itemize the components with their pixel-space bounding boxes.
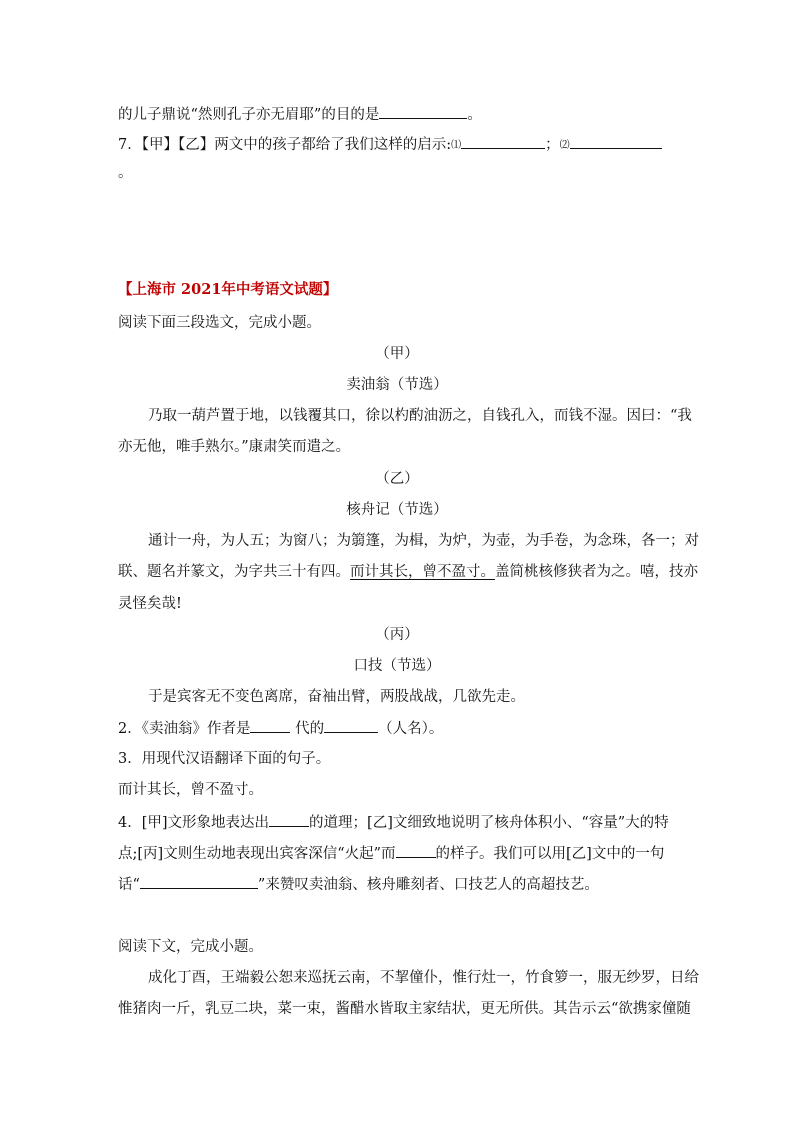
passage-c-line-1: 于是宾客无不变色离席，奋袖出臂，两股战战，几欲先走。 — [148, 689, 525, 705]
passage-b-title: 核舟记（节选） — [346, 502, 448, 518]
q4-text-3b: ”来赞叹卖油翁、核舟雕刻者、口技艺人的高超技艺。 — [257, 877, 599, 893]
passage-a-line-2: 亦无他，唯手熟尔。”康肃笑而遣之。 — [118, 439, 351, 455]
question-7 — [118, 134, 676, 156]
q2-text-a: 2．《卖油翁》作者是 — [118, 721, 251, 737]
passage-c-title: 口技（节选） — [353, 658, 441, 674]
q7-marker-2: ⑵ — [559, 140, 570, 151]
passage-b-label: （乙） — [375, 471, 419, 487]
passage-b-line-2-end: 盖简桃核修狭者为之。嘻，技亦 — [495, 564, 698, 580]
q6-text: 的儿子鼎说“然则孔子亦无眉耶”的目的是 — [118, 107, 380, 123]
question-3: 3．用现代汉语翻译下面的句子。 — [118, 751, 331, 767]
section-heading: 【上海市 2021年中考语文试题】 — [118, 281, 338, 298]
q7-end: 。 — [118, 165, 133, 181]
q2-text-c: （人名）。 — [378, 721, 444, 737]
q4-text-3a: 话“ — [118, 877, 140, 893]
q4-text-2b: 的样子。我们可以用[乙]文中的一句 — [435, 846, 665, 862]
passage-c-label: （丙） — [375, 627, 419, 643]
passage-b-line-2 — [118, 562, 698, 582]
q4-text-1b: 的道理；[乙]文细致地说明了核舟体积小、“容量”大的特 — [309, 815, 669, 831]
passage-a-title: 卖油翁（节选） — [346, 377, 448, 393]
passage-d-line-1: 成化丁酉，王端毅公恕来巡抚云南，不挈僮仆，惟行灶一，竹食箩一，服无纱罗，日给 — [148, 970, 699, 986]
q4-blank-1[interactable] — [269, 812, 309, 827]
q7-number: 7． — [118, 137, 142, 153]
author-blank[interactable] — [324, 718, 378, 733]
q7-text: 【甲】【乙】两文中的孩子都给了我们这样的启示: — [141, 137, 452, 153]
question-6-tail — [118, 104, 676, 125]
question-4-line-2 — [118, 843, 676, 864]
q7-separator: ； — [545, 137, 560, 153]
q4-blank-3[interactable] — [140, 874, 258, 889]
q4-blank-2[interactable] — [396, 843, 436, 858]
instruction-2: 阅读下文，完成小题。 — [118, 939, 263, 955]
answer-blank-1[interactable] — [461, 134, 545, 149]
answer-blank[interactable] — [379, 104, 467, 119]
q3-sentence: 而计其长，曾不盈寸。 — [118, 782, 263, 798]
passage-b-line-2-start: 联、题名并篆文，为字共三十有四。 — [118, 564, 350, 580]
passage-b-line-3: 灵怪矣哉! — [118, 596, 182, 612]
q2-text-b: 代的 — [290, 721, 325, 737]
question-4-line-3 — [118, 874, 676, 895]
q4-text-1a: 4．[甲]文形象地表达出 — [118, 815, 270, 831]
passage-b-line-1: 通计一舟，为人五；为窗八；为篛篷，为楫，为炉，为壶，为手卷，为念珠，各一；对 — [148, 533, 699, 549]
passage-d-line-2: 惟猪肉一斤，乳豆二块，菜一束，酱醋水皆取主家结状，更无所供。其告示云“欲携家僮随 — [118, 1001, 691, 1017]
instruction-1: 阅读下面三段选文，完成小题。 — [118, 315, 321, 331]
passage-a-label: （甲） — [375, 346, 419, 362]
q4-text-2a: 点;[丙]文则生动地表现出宾客深信“火起”而 — [118, 846, 396, 862]
q7-marker-1: ⑴ — [451, 140, 462, 151]
underlined-sentence: 而计其长，曾不盈寸。 — [350, 564, 495, 580]
answer-blank-2[interactable] — [570, 134, 662, 149]
dynasty-blank[interactable] — [250, 718, 290, 733]
question-4-line-1 — [118, 812, 676, 833]
q6-end: 。 — [467, 107, 482, 123]
passage-a-line-1: 乃取一葫芦置于地，以钱覆其口，徐以杓酌油沥之，自钱孔入，而钱不湿。因曰：“我 — [148, 408, 692, 424]
question-2 — [118, 718, 676, 739]
